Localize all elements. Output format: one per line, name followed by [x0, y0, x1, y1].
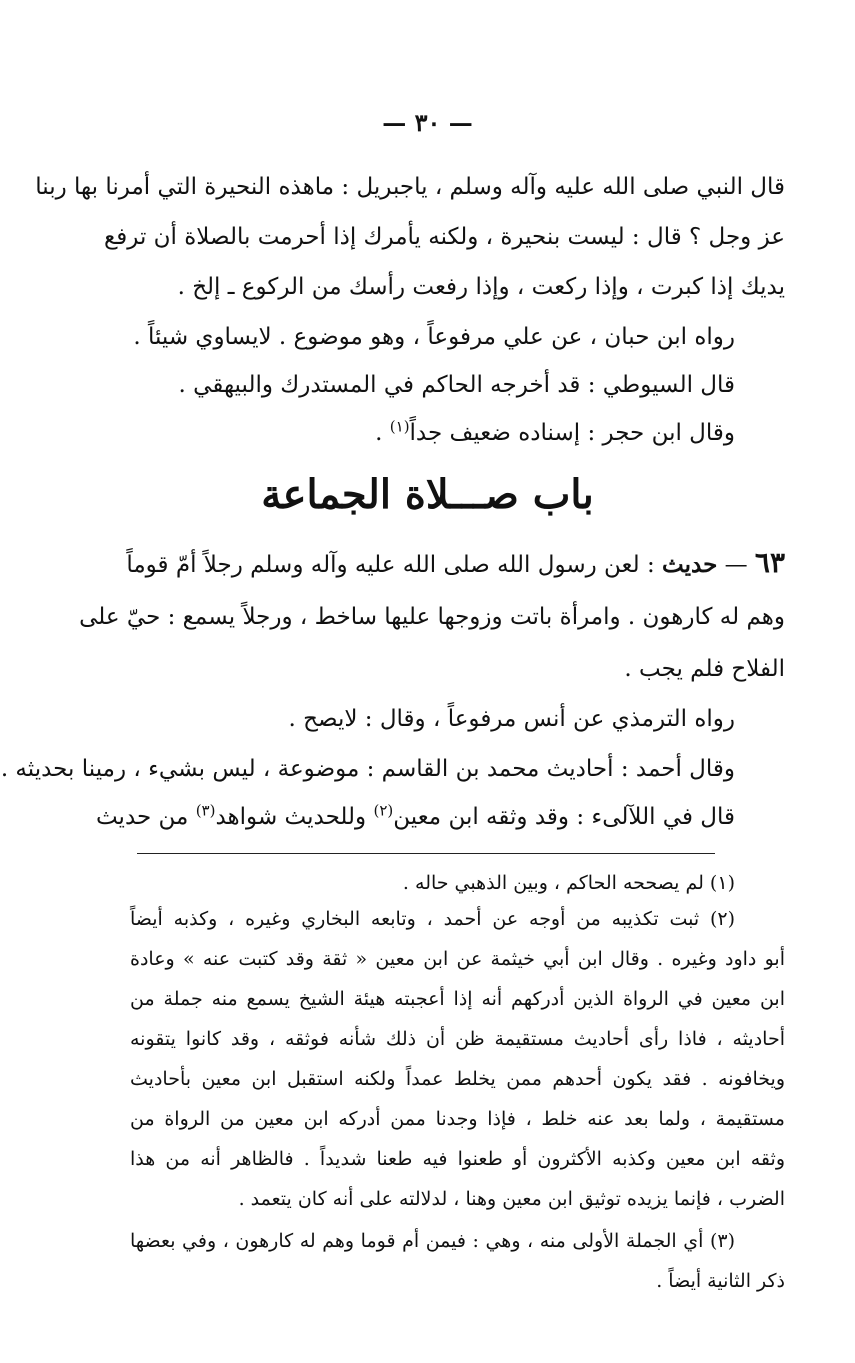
source-text: وللحديث شواهد	[215, 804, 367, 830]
footnote-marker: (٣)	[195, 801, 216, 820]
footnote-line: (١) لم يصححه الحاكم ، وبين الذهبي حاله .	[402, 872, 735, 894]
footnote-line: ابن معين في الرواة الذين أدركهم أنه إذا أعجبته هيئة الشيخ يسمع منه جملة من	[130, 988, 785, 1010]
footnote-marker: (٢)	[373, 801, 394, 820]
source-text: من حديث	[95, 804, 189, 830]
source-line: رواه ابن حبان ، عن علي مرفوعاً ، وهو موضوع . لايساوي شيئاً .	[133, 324, 735, 350]
footnote-line: ويخافونه . فقد يكون أحدهم ممن يخلط عمداً ولكنه استقبل ابن معين بأحاديث	[130, 1068, 785, 1090]
page-number: — ٣٠ —	[382, 108, 473, 137]
source-text: وقال ابن حجر : إسناده ضعيف جداً	[409, 420, 735, 446]
source-line	[145, 418, 735, 448]
footnote-line: أحاديثه ، فاذا رأى أحاديث مستقيمة ظن أن ذلك شأنه فوثقه ، وقد كانوا يتقونه	[130, 1028, 785, 1050]
footnote-divider	[137, 853, 715, 854]
source-line: وقال أحمد : أحاديث محمد بن القاسم : موضوعة ، ليس بشيء ، رمينا بحديثه .	[0, 756, 735, 782]
footnote-line: (٣) أي الجملة الأولى منه ، وهي : فيمن أم قوما وهم له كارهون ، وفي بعضها	[130, 1230, 735, 1252]
source-text: قال في اللآلىء : وقد وثقه ابن معين	[393, 804, 735, 830]
hadith-first-line	[126, 546, 785, 580]
footnote-line: وثقه ابن معين وكذبه الأكثرون أو طعنوا فيه طعنا شديداً . فالظاهر أنه من هذا	[130, 1148, 785, 1170]
text-line: قال النبي صلى الله عليه وآله وسلم ، ياجبريل : ماهذه النحيرة التي أمرنا بها ربنا	[35, 174, 785, 200]
footnote-line: مستقيمة ، ولما بعد عنه خلط ، فإذا وجدنا ممن أدركه ابن معين من الرواة من	[130, 1108, 785, 1130]
footnote-line: الضرب ، فإنما يزيده توثيق ابن معين وهنا ، لدلالته على أنه كان يتعمد .	[238, 1188, 785, 1210]
hadith-line: الفلاح فلم يجب .	[624, 656, 785, 682]
footnote-line: أبو داود وغيره . وقال ابن أبي خيثمة عن ابن معين « ثقة وقد كتبت عنه » وعادة	[130, 948, 785, 970]
source-line	[95, 801, 735, 832]
source-line: رواه الترمذي عن أنس مرفوعاً ، وقال : لايصح .	[288, 706, 735, 732]
hadith-label: حديث	[662, 551, 718, 578]
source-line: قال السيوطي : قد أخرجه الحاكم في المستدرك والبيهقي .	[178, 372, 735, 398]
footnote-line: (٢) ثبت تكذيبه من أوجه عن أحمد ، وتابعه البخاري وغيره ، وكذبه أيضاً	[130, 908, 735, 930]
hadith-dash: —	[724, 552, 748, 578]
hadith-line: وهم له كارهون . وامرأة باتت وزوجها عليها ساخط ، ورجلاً يسمع : حيّ على	[79, 604, 785, 630]
text-line: عز وجل ؟ قال : ليست بنحيرة ، ولكنه يأمرك إذا أحرمت بالصلاة أن ترفع	[104, 224, 785, 250]
line-end-period: .	[375, 420, 383, 446]
chapter-heading: باب صـــلاة الجماعة	[261, 471, 594, 518]
hadith-text: : لعن رسول الله صلى الله عليه وآله وسلم رجلاً أمّ قوماً	[126, 552, 655, 578]
footnote-marker: (١)	[389, 417, 410, 436]
footnote-line: ذكر الثانية أيضاً .	[656, 1270, 785, 1292]
hadith-number: ٦٣	[754, 546, 785, 579]
text-line: يديك إذا كبرت ، وإذا ركعت ، وإذا رفعت رأسك من الركوع ـ إلخ .	[177, 274, 785, 300]
